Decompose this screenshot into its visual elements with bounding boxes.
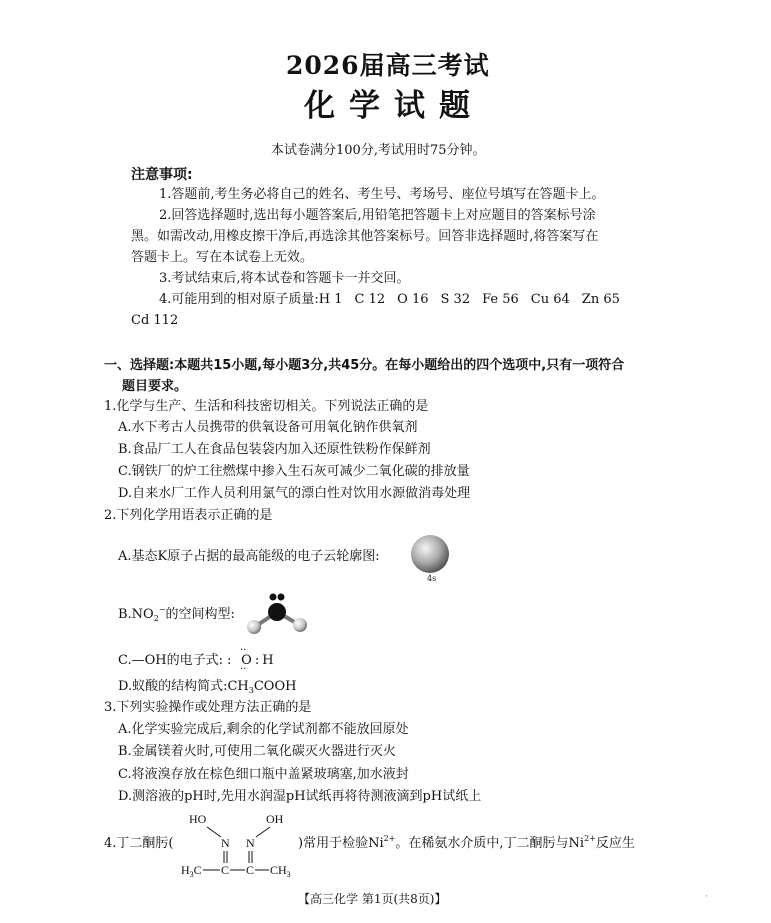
atom-cu: Cu 64 [530, 292, 570, 307]
q4-text-3: 反应生 [595, 836, 635, 851]
notice-item-2-line-1: 2.回答选择题时,选出每小题答案后,用铅笔把答题卡上对应题目的答案标号涂 [159, 208, 596, 223]
q1-option-c: C.钢铁厂的炉工往燃煤中掺入生石灰可减少二氧化碳的排放量 [118, 464, 470, 479]
notice-item-3: 3.考试结束后,将本试卷和答题卡一并交回。 [159, 271, 410, 286]
methyl-right-sub: 3 [286, 870, 291, 879]
notice-item-4 [159, 292, 620, 308]
atom-h: H 1 [318, 292, 343, 307]
notice-item-2-line-3: 答题卡上。写在本试卷上无效。 [131, 250, 314, 265]
notice-item-4-line-2: Cd 112 [131, 313, 179, 328]
q3-option-b: B.金属镁着火时,可使用二氧化碳灭火器进行灭火 [118, 744, 396, 759]
notice-item-1: 1.答题前,考生务必将自己的姓名、考生号、考场号、座位号填写在答题卡上。 [159, 187, 605, 202]
atom-zn: Zn 65 [581, 292, 620, 307]
hydroxyl-label: C.—OH的电子式: [118, 653, 223, 668]
hydrogen-atom: H [262, 653, 274, 668]
page-footer: 【高三化学 第1页(共8页)】 [298, 892, 447, 906]
carbon-right: C [246, 863, 255, 877]
atom-o: O 16 [397, 292, 429, 307]
q3-option-d: D.测溶液的pH时,先用水润湿pH试纸再将待测液滴到pH试纸上 [118, 789, 482, 804]
no2-subscript: 2 [153, 614, 159, 623]
section-1-heading: 一、选择题:本题共15小题,每小题3分,共45分。在每小题给出的四个选项中,只有一项符合 [104, 358, 625, 373]
nitrogen-right: N [246, 836, 255, 850]
q4-text-2: 。在稀氨水介质中,丁二酮肟与Ni [395, 836, 585, 851]
no2-charge: − [158, 605, 166, 614]
atom-fe: Fe 56 [482, 292, 519, 307]
notice-item-2-line-2: 黑。如需改动,用橡皮擦干净后,再选涂其他答案标号。回答非选择题时,将答案写在 [131, 229, 599, 244]
q2-option-c [118, 645, 274, 675]
exam-info: 本试卷满分100分,考试用时75分钟。 [271, 143, 486, 158]
atom-s: S 32 [440, 292, 471, 307]
ni-charge-1: 2+ [383, 834, 396, 843]
q2-stem: 2.下列化学用语表示正确的是 [104, 508, 273, 523]
no2-molecule-model-icon [240, 588, 310, 640]
methyl-left-c: C [193, 863, 202, 877]
formula-suffix: COOH [253, 679, 297, 694]
no2-suffix: 的空间构型: [165, 607, 235, 622]
dots-left: : [227, 653, 232, 668]
q3-stem: 3.下列实验操作或处理方法正确的是 [104, 700, 312, 715]
dots-top: ·· [240, 645, 247, 656]
q2-option-d [118, 679, 296, 695]
formula-subscript: 3 [248, 686, 254, 695]
q1-option-d: D.自来水厂工作人员利用氯气的漂白性对饮用水源做消毒处理 [118, 486, 471, 501]
q4-stem-suffix [298, 836, 635, 852]
footer-code: · [705, 892, 708, 902]
dots-right: : [254, 653, 260, 668]
notice-heading: 注意事项: [131, 167, 193, 183]
subject-title: 化学试题 [304, 88, 484, 124]
ho-group: HO [189, 812, 207, 826]
carbon-left: C [221, 863, 230, 877]
formic-acid-formula: D.蚁酸的结构简式:CH [118, 679, 249, 694]
no2-formula: B.NO [118, 607, 154, 622]
q2-option-a: A.基态K原子占据的最高能级的电子云轮廓图: [118, 549, 380, 564]
methyl-left-sub: 3 [189, 870, 194, 879]
methyl-right-ch: CH [270, 863, 287, 877]
dots-bottom: ·· [240, 664, 247, 675]
q2-option-b [118, 607, 235, 623]
q1-option-b: B.食品厂工人在食品包装袋内加入还原性铁粉作保鲜剂 [118, 442, 431, 457]
section-1-heading-line-2: 题目要求。 [122, 379, 188, 394]
bond-lines [180, 820, 290, 880]
q3-option-c: C.将液溴存放在棕色细口瓶中盖紧玻璃塞,加水液封 [118, 767, 409, 782]
oxygen-atom: O [241, 653, 252, 668]
q4-stem-prefix: 4.丁二酮肟( [104, 836, 174, 851]
atom-c: C 12 [354, 292, 386, 307]
q3-option-a: A.化学实验完成后,剩余的化学试剂都不能放回原处 [118, 722, 409, 737]
nitrogen-left: N [221, 836, 230, 850]
atomic-mass-prefix: 4.可能用到的相对原子质量: [159, 292, 319, 307]
q1-stem: 1.化学与生产、生活和科技密切相关。下列说法正确的是 [104, 399, 429, 414]
q4-text-1: )常用于检验Ni [298, 836, 384, 851]
q1-option-a: A.水下考古人员携带的供氧设备可用氧化钠作供氧剂 [118, 420, 418, 435]
methyl-left-h: H [181, 863, 190, 877]
oh-group: OH [266, 812, 284, 826]
exam-title: 2026届高三考试 [286, 51, 490, 80]
orbital-label: 4s [427, 574, 437, 583]
ni-charge-2: 2+ [584, 834, 596, 843]
